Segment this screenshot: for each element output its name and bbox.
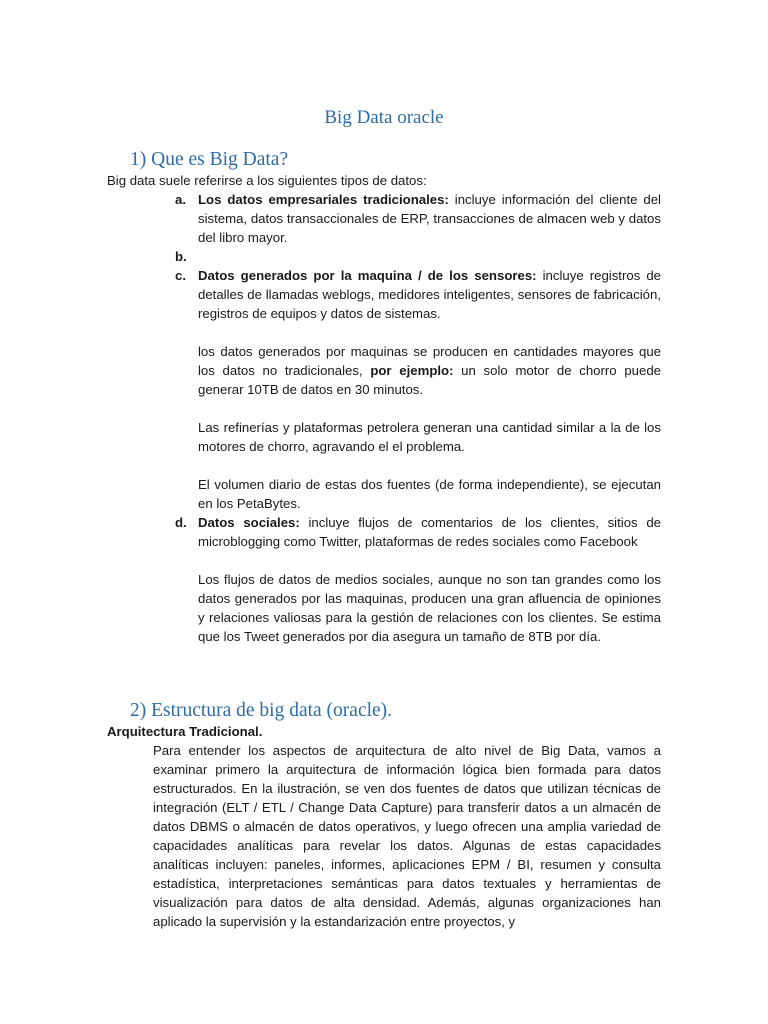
paragraph-bold: por ejemplo: [370, 363, 454, 378]
list-item-text [198, 266, 661, 323]
paragraph-machine-data [198, 342, 661, 399]
list-marker: c. [175, 268, 186, 283]
list-item-text [198, 513, 661, 551]
paragraph-refineries: Las refinerías y plataformas petrolera generan una cantidad similar a la de los motores de chorro, agravando el el problema. [198, 420, 661, 454]
item-bold-label: Datos sociales: [198, 515, 300, 530]
list-marker: b. [175, 249, 187, 264]
paragraph-text: un solo motor de chorro puede generar 10TB de datos en 30 minutos. [198, 363, 661, 397]
paragraph-text: los datos generados por maquinas se producen en cantidades mayores que los datos no tradicionales, [198, 344, 661, 378]
section-1-intro: Big data suele referirse a los siguientes tipos de datos: [107, 173, 427, 188]
section-2-heading: 2) Estructura de big data (oracle). [130, 700, 393, 721]
section-2-subheading: Arquitectura Tradicional. [107, 724, 263, 739]
section-1-heading: 1) Que es Big Data? [130, 149, 289, 170]
item-body: incluye flujos de comentarios de los clientes, sitios de microblogging como Twitter, plataformas de redes sociales como Facebook [198, 515, 661, 549]
list-item-c [175, 266, 661, 323]
list-marker: d. [175, 515, 187, 530]
item-bold-label: Los datos empresariales tradicionales: [198, 192, 449, 207]
item-bold-label: Datos generados por la maquina / de los sensores: [198, 268, 537, 283]
document-title: Big Data oracle [324, 107, 444, 128]
list-item-a [175, 190, 661, 247]
paragraph-petabytes: El volumen diario de estas dos fuentes (de forma independiente), se ejecutan en los PetaBytes. [198, 477, 661, 511]
paragraph-architecture: Para entender los aspectos de arquitectura de alto nivel de Big Data, vamos a examinar primero la arquitectura de información lógica bien formada para datos estructurados. En la ilustración, se ven dos fuentes de datos que utilizan técnicas de integración (ELT / ETL / Change Data Capture) para transferir datos a un almacén de datos DBMS o almacén de datos operativos, y luego ofrecen una amplia variedad de capacidades analíticas para revelar los datos. Algunas de estas capacidades analíticas incluyen: paneles, informes, aplicaciones EPM / BI, resumen y consulta estadística, interpretaciones semánticas para datos textuales y herramientas de visualización para datos de alta densidad. Además, algunas organizaciones han aplicado la supervisión y la estandarización entre proyectos, y [153, 743, 661, 929]
paragraph-social-media: Los flujos de datos de medios sociales, aunque no son tan grandes como los datos generados por las maquinas, producen una gran afluencia de opiniones y relaciones valiosas para la gestión de relaciones con los clientes. Se estima que los Tweet generados por dia asegura un tamaño de 8TB por día. [198, 572, 661, 644]
list-item-d [175, 513, 661, 551]
list-marker: a. [175, 192, 186, 207]
item-body: incluye información del cliente del sistema, datos transaccionales de ERP, transacciones de almacen web y datos del libro mayor. [198, 192, 661, 245]
list-item-text [198, 190, 661, 247]
item-body: incluye registros de detalles de llamadas weblogs, medidores inteligentes, sensores de fabricación, registros de equipos y datos de sistemas. [198, 268, 661, 321]
